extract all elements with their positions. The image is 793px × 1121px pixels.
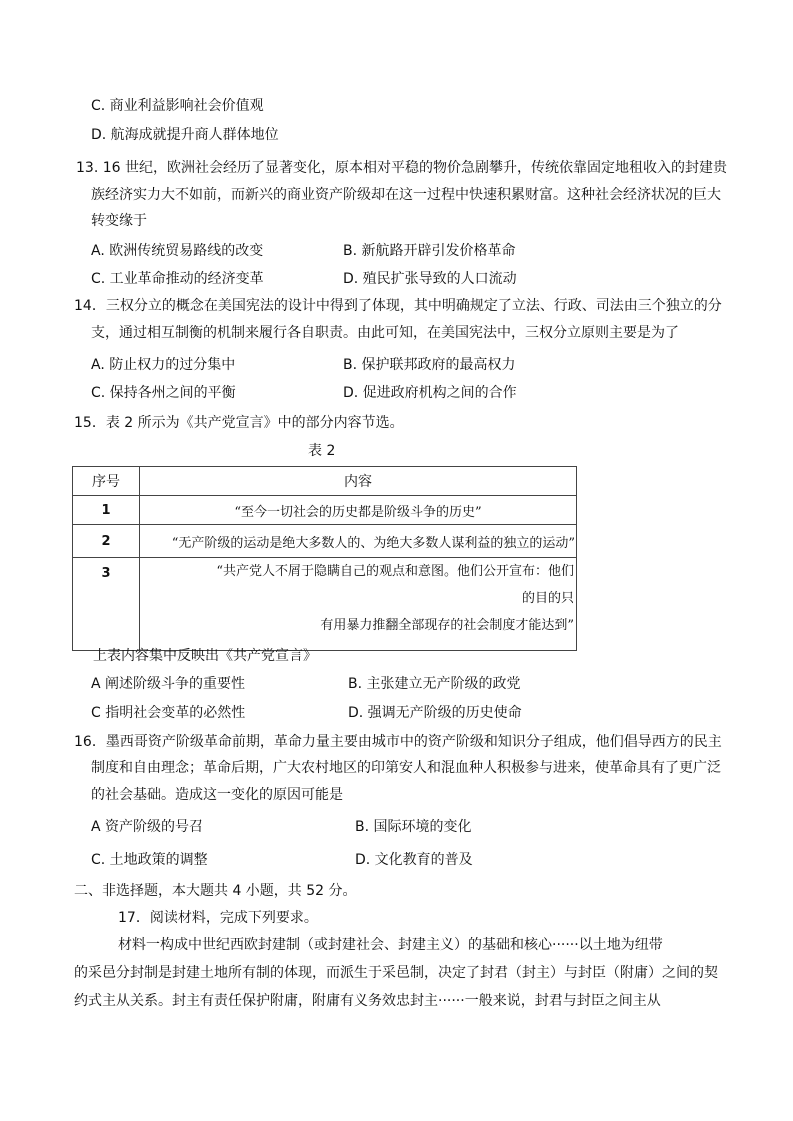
q13-stem-line1: 13. 16 世纪，欧洲社会经历了显著变化，原本相对平稳的物价急剧攀升，传统依靠固定地租收入的封建贵 [76, 160, 727, 176]
table-row [73, 496, 577, 525]
row-content [140, 558, 577, 651]
q12-option-c: C. 商业利益影响社会价值观 [91, 98, 264, 114]
q17-stem: 17．阅读材料，完成下列要求。 [118, 910, 318, 926]
q14-option-d: D. 促进政府机构之间的合作 [343, 385, 517, 401]
row-number: 3 [73, 558, 140, 651]
q15-option-a: A 阐述阶级斗争的重要性 [91, 676, 246, 692]
header-content: 内容 [140, 467, 577, 496]
q13-option-b: B. 新航路开辟引发价格革命 [343, 243, 516, 259]
q15-stem: 15．表 2 所示为《共产党宣言》中的部分内容节选。 [74, 415, 404, 431]
q16-stem-line1: 16．墨西哥资产阶级革命前期，革命力量主要由城市中的资产阶级和知识分子组成，他们倡导西方的民主 [74, 734, 722, 750]
q16-option-b: B. 国际环境的变化 [355, 819, 472, 835]
q13-option-d: D. 殖民扩张导致的人口流动 [343, 271, 517, 287]
header-number: 序号 [73, 467, 140, 496]
table-title: 表 2 [308, 443, 336, 459]
row-content-line: 有用暴力推翻全部现存的社会制度才能达到” [320, 618, 574, 633]
q13-stem-line2: 族经济实力大不如前，而新兴的商业资产阶级却在这一过程中快速积累财富。这种社会经济状况的巨大 [91, 187, 721, 203]
table-header-row [73, 467, 577, 496]
q16-stem-line2: 制度和自由理念；革命后期，广大农村地区的印第安人和混血种人积极参与进来，使革命具有了更广泛 [91, 760, 721, 776]
q13-option-c: C. 工业革命推动的经济变革 [91, 271, 264, 287]
material-line1: 材料一构成中世纪西欧封建制（或封建社会、封建主义）的基础和核心······以土地为纽带 [118, 937, 663, 953]
q12-option-d: D. 航海成就提升商人群体地位 [91, 127, 279, 143]
q13-stem-line3: 转变缘于 [91, 213, 147, 229]
q16-stem-line3: 的社会基础。造成这一变化的原因可能是 [91, 787, 343, 803]
q16-option-a: A 资产阶级的号召 [91, 819, 204, 835]
q14-option-b: B. 保护联邦政府的最高权力 [343, 357, 516, 373]
row-number: 2 [73, 525, 140, 558]
table-row [73, 525, 577, 558]
row-content-line: 的目的只 [521, 591, 574, 606]
q15-option-d: D. 强调无产阶级的历史使命 [348, 705, 522, 721]
row-content-line: “共产党人不屑于隐瞒自己的观点和意图。他们公开宣布：他们 [216, 564, 574, 579]
q15-option-b: B. 主张建立无产阶级的政党 [348, 676, 521, 692]
row-content: “至今一切社会的历史都是阶级斗争的历史” [140, 496, 577, 525]
q14-stem-line2: 支，通过相互制衡的机制来履行各自职责。由此可知，在美国宪法中，三权分立原则主要是为了 [91, 325, 679, 341]
table-row [73, 558, 577, 651]
q13-option-a: A. 欧洲传统贸易路线的改变 [91, 243, 264, 259]
q14-option-c: C. 保持各州之间的平衡 [91, 385, 236, 401]
row-content: “无产阶级的运动是绝大多数人的、为绝大多数人谋利益的独立的运动” [140, 525, 577, 558]
q15-followup: 上表内容集中反映出《共产党宣言》 [93, 648, 317, 664]
material-line3: 约式主从关系。封主有责任保护附庸，附庸有义务效忠封主······一般来说，封君与封臣之间主从 [74, 993, 661, 1009]
q14-stem-line1: 14．三权分立的概念在美国宪法的设计中得到了体现，其中明确规定了立法、行政、司法由三个独立的分 [74, 298, 722, 314]
manifesto-table [72, 466, 577, 651]
q16-option-c: C. 土地政策的调整 [91, 852, 208, 868]
material-line2: 的采邑分封制是封建土地所有制的体现，而派生于采邑制，决定了封君（封主）与封臣（附庸）之间的契 [74, 965, 718, 981]
q15-option-c: C 指明社会变革的必然性 [91, 705, 246, 721]
q16-option-d: D. 文化教育的普及 [355, 852, 473, 868]
row-number: 1 [73, 496, 140, 525]
q14-option-a: A. 防止权力的过分集中 [91, 357, 236, 373]
section-heading: 二、非选择题，本大题共 4 小题，共 52 分。 [74, 883, 357, 899]
